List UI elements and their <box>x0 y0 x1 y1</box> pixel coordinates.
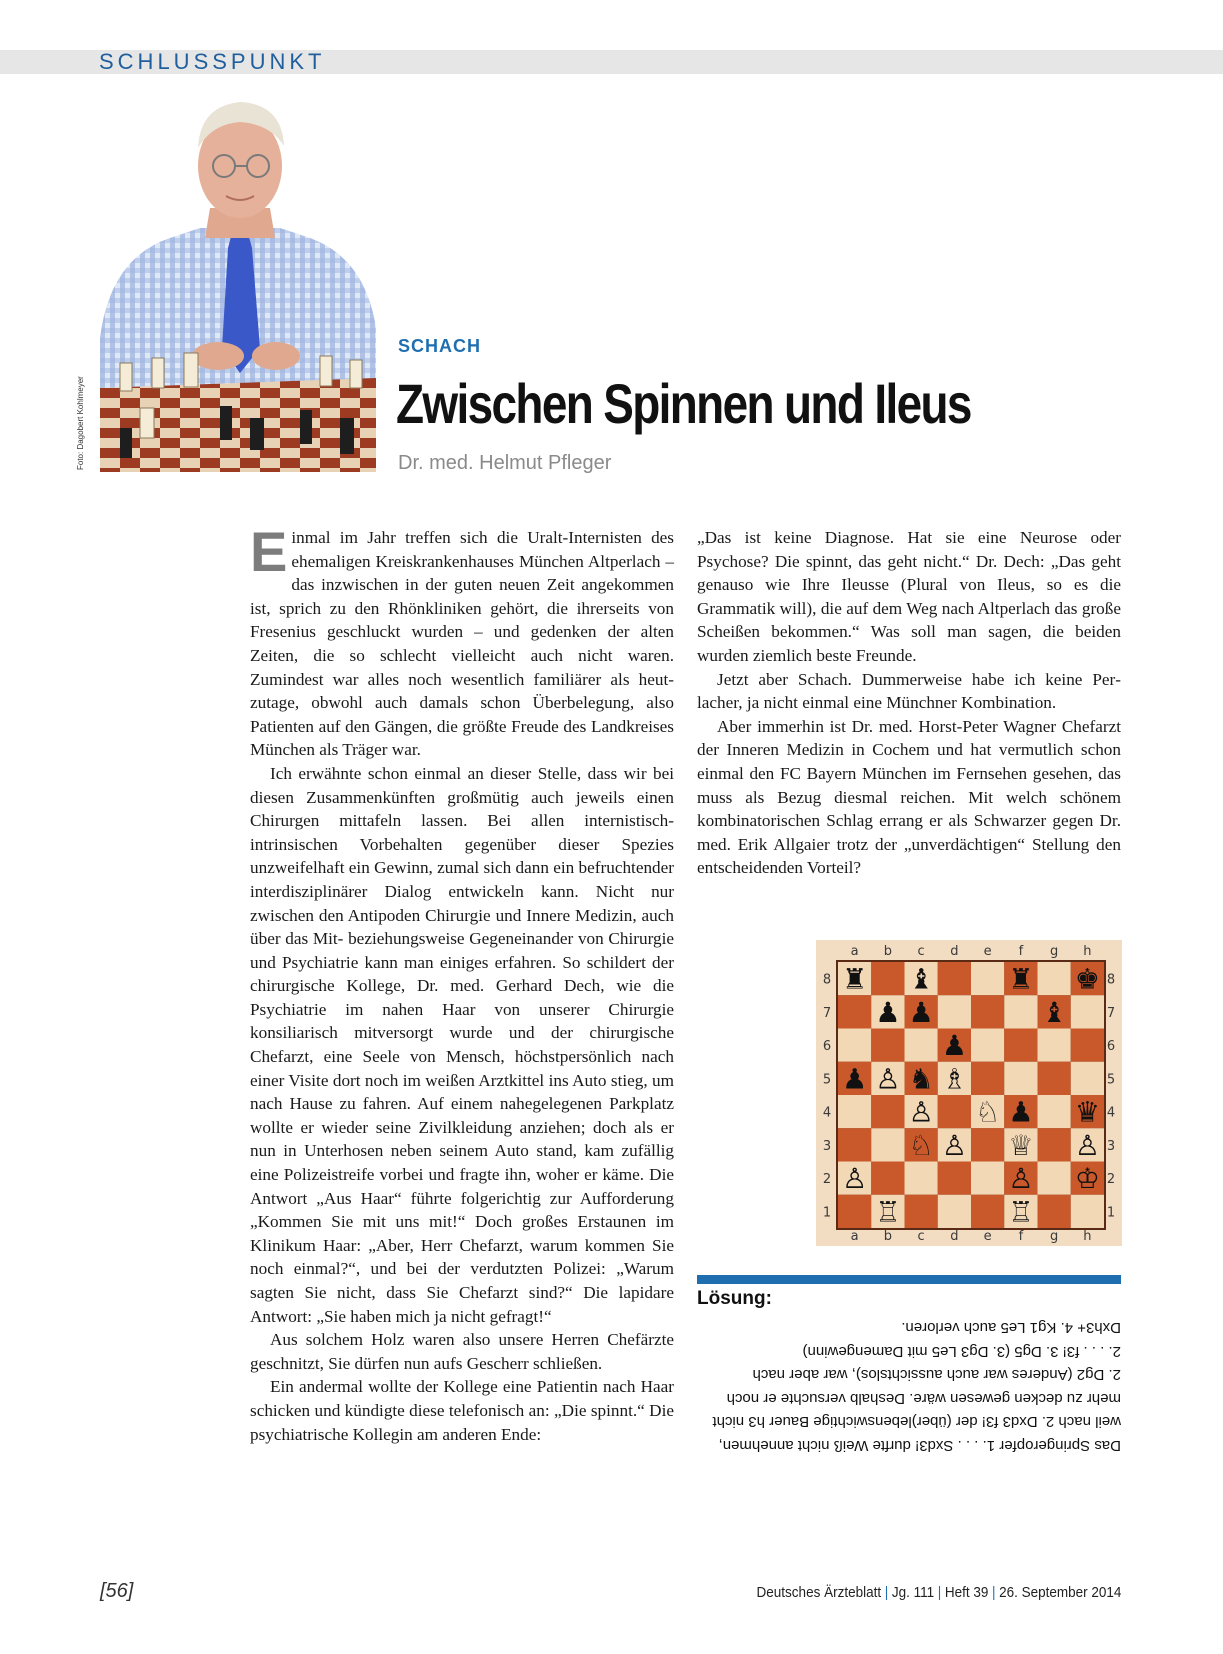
chess-piece: ♝ <box>908 962 934 996</box>
journal-name: Deutsches Ärzteblatt <box>756 1584 881 1601</box>
chess-piece: ♖ <box>875 1195 901 1229</box>
board-square <box>1038 1162 1071 1195</box>
file-label: g <box>1049 1229 1059 1244</box>
paragraph: Aber immerhin ist Dr. med. Horst-Peter Wagner Chefarzt der Inneren Medizin in Cochem und hat vermutlich schon einmal den FC Bayern München im Fernsehen gesehen, das muss als Bezug diesmal reichen. Mit welch schönem kombinatorischen Schlag errang er als Schwarzer gegen Dr. med. Erik Allgaier trotz der „unverdächtigen“ Stellung den entscheidenden Vorteil? <box>697 716 1121 878</box>
chess-piece: ♙ <box>875 1062 901 1096</box>
page-number: [56] <box>100 1580 134 1602</box>
chess-piece: ♜ <box>842 962 868 996</box>
rank-label: 5 <box>1106 1072 1116 1088</box>
board-square <box>1004 995 1037 1028</box>
chess-piece: ♔ <box>1074 1162 1100 1196</box>
article-headline: Zwischen Spinnen und Ileus <box>396 372 971 435</box>
board-square <box>1071 1062 1104 1095</box>
chess-piece: ♟ <box>1008 1095 1034 1129</box>
board-square <box>871 1095 904 1128</box>
solution-line: weil nach 2. Dxd3 f3! der (über)lebenswichtige Bauer h3 nicht <box>712 1413 1121 1431</box>
rank-label: 8 <box>822 972 832 988</box>
board-square <box>1071 1029 1104 1062</box>
file-label: a <box>850 944 859 959</box>
drop-cap: E <box>250 520 288 583</box>
chess-piece: ♝ <box>1041 995 1067 1029</box>
paragraph: „Das ist keine Diagnose. Hat sie eine Neurose oder Psychose? Die spinnt, das geht nicht.“ Dr. Dech: „Das geht genauso wie Ihre Ileusse (Plural von Ileus, so es die Grammatik will), die auf dem Weg nach Altperlach das große Scheißen bekommen.“ Was soll man sagen, die beiden wurden ziemlich beste Freunde. <box>697 528 1121 665</box>
chess-piece: ♛ <box>1074 1095 1100 1129</box>
section-label: SCHLUSSPUNKT <box>99 49 326 74</box>
board-square <box>971 1062 1004 1095</box>
photo-credit: Foto: Dagobert Kohlmeyer <box>76 376 85 470</box>
board-square <box>971 1128 1004 1161</box>
file-label: a <box>850 1229 859 1244</box>
chess-piece: ♙ <box>908 1095 934 1129</box>
rank-label: 2 <box>822 1172 832 1188</box>
article-column-right <box>697 526 1121 880</box>
solution-line: mehr zu decken gewesen wäre. Deshalb versuchte er noch <box>726 1390 1121 1407</box>
paragraph <box>250 520 674 762</box>
journal-issue: Heft 39 <box>944 1584 988 1601</box>
paragraph: Aus solchem Holz waren also unsere Herren Chefärzte geschnitzt, Sie dürfen nun aufs Gescherr schließen. <box>250 1330 674 1373</box>
chess-piece: ♙ <box>941 1128 967 1162</box>
board-square <box>1038 1095 1071 1128</box>
board-square <box>938 1162 971 1195</box>
rank-label: 3 <box>822 1138 832 1154</box>
board-square <box>938 962 971 995</box>
solution-title: Lösung: <box>697 1288 772 1309</box>
file-label: b <box>883 1229 893 1244</box>
solution-text <box>697 1316 1121 1457</box>
chess-piece: ♙ <box>842 1162 868 1196</box>
board-square <box>938 1195 971 1228</box>
board-square <box>838 1128 871 1161</box>
paragraph: Jetzt aber Schach. Dummerweise habe ich keine Perlacher, ja nicht einmal eine Münchner Kombination. <box>697 669 1121 713</box>
article-column-left <box>250 520 674 1446</box>
board-square <box>1038 1195 1071 1228</box>
chess-piece: ♟ <box>941 1029 967 1063</box>
chess-piece: ♗ <box>941 1062 967 1096</box>
rank-label: 2 <box>1106 1172 1116 1188</box>
file-label: f <box>1018 1229 1024 1244</box>
board-square <box>838 1195 871 1228</box>
chess-piece: ♟ <box>842 1062 868 1096</box>
article-author: Dr. med. Helmut Pfleger <box>398 452 612 474</box>
rank-label: 1 <box>822 1205 832 1221</box>
chess-piece: ♖ <box>1008 1195 1034 1229</box>
board-square <box>838 1029 871 1062</box>
rank-label: 3 <box>1106 1138 1116 1154</box>
file-label: d <box>950 944 959 959</box>
board-square <box>971 995 1004 1028</box>
chess-piece: ♟ <box>908 995 934 1029</box>
rank-label: 6 <box>1106 1039 1116 1055</box>
chess-piece: ♘ <box>908 1128 934 1162</box>
file-label: e <box>983 944 992 959</box>
article-kicker: SCHACH <box>398 336 482 356</box>
chess-piece: ♟ <box>875 995 901 1029</box>
board-square <box>1071 1195 1104 1228</box>
solution-line: Das Springeropfer 1. . . . Sxd3! durfte Weiß nicht annehmen, <box>718 1437 1121 1454</box>
board-square <box>838 1095 871 1128</box>
chess-board <box>816 940 1122 1246</box>
board-square <box>971 1195 1004 1228</box>
rank-label: 4 <box>822 1105 832 1121</box>
board-square <box>1004 1062 1037 1095</box>
chess-piece: ♙ <box>1074 1128 1100 1162</box>
solution-line: 2. . . . f3! 3. Dg5 (3. Dg3 Le5 mit Damengewinn) <box>802 1343 1121 1360</box>
board-square <box>971 962 1004 995</box>
file-label: b <box>883 944 893 959</box>
rank-label: 7 <box>822 1005 832 1021</box>
rank-label: 5 <box>822 1072 832 1088</box>
file-label: c <box>917 1229 925 1244</box>
board-square <box>1038 962 1071 995</box>
rank-label: 4 <box>1106 1105 1116 1121</box>
chess-piece: ♕ <box>1008 1128 1034 1162</box>
file-label: d <box>950 1229 959 1244</box>
journal-date: 26. September 2014 <box>998 1584 1121 1601</box>
board-square <box>938 1095 971 1128</box>
chess-diagram <box>816 940 1122 1246</box>
paragraph: Ich erwähnte schon einmal an dieser Stelle, dass wir bei diesen Zusammenkünften großmütig auch jeweils einen Chirurgen mittafeln lassen. Bei allen internistisch-intrinsischen Vorbehalten gegenüber dieser Spezies unzweifelhaft ein Gewinn, zumal sich dann ein befruchtender interdisziplinärer Dialog entwickeln kann. Nicht nur zwischen den Antipoden Chirurgie und Innere Medizin, auch über das Mit- beziehungsweise Gegeneinander von Chirurgie und Psychiatrie kann man einiges erfahren. So schildert der chirurgische Kollege, Dr. med. Gerhard Dech, wie die Psychiatrie im nahen Haar von unserer Chirurgie konsiliarisch mitversorgt wurde und der chirurgische Chefarzt, eine Seele von Mensch, höchstpersönlich nach einer Visite dort noch im weißen Arztkittel ins Auto stieg, um nach Hause zu fahren. Auf einem nahegelegenen Parkplatz wollte er wieder seine Zivilkleidung anziehen; doch als er nun in Unterhosen neben seinem Auto stand, kam zufällig eine Polizeistreife vorbei und fragte ihn, woher er käme. Die Antwort „Aus Haar“ führte folgerichtig zur Aufforderung „Kommen Sie mit uns mit!“ Doch großes Erstaunen im Klinikum Haar: „Aber, Herr Chefarzt, warum kommen Sie noch einmal?“, und bei der verdutzten Polizei: „Warum sagten Sie nicht, dass Sie Chefarzt sind?“ Die lapidare Antwort: „Sie haben mich ja nicht gefragt!“ <box>250 763 674 1326</box>
rank-label: 8 <box>1106 972 1116 988</box>
board-square <box>971 1162 1004 1195</box>
board-square <box>905 1195 938 1228</box>
board-square <box>1038 1062 1071 1095</box>
file-label: g <box>1049 944 1059 959</box>
board-square <box>1038 1128 1071 1161</box>
file-label: h <box>1083 1229 1092 1244</box>
board-square <box>1038 1029 1071 1062</box>
board-square <box>905 1162 938 1195</box>
journal-volume: Jg. 111 <box>891 1584 934 1601</box>
chess-piece: ♞ <box>908 1062 934 1096</box>
journal-footer: Deutsches Ärzteblatt | Jg. 111 | Heft 39 | 26. September 2014 <box>756 1584 1121 1601</box>
board-square <box>871 1162 904 1195</box>
file-label: c <box>917 944 925 959</box>
author-photo <box>100 88 376 472</box>
chess-piece: ♚ <box>1074 962 1100 996</box>
solution-line: 2. Dg2 (Anderes war auch aussichtslos), war aber nach <box>752 1366 1121 1384</box>
file-label: e <box>983 1229 992 1244</box>
solution-divider <box>697 1275 1121 1284</box>
chess-piece: ♙ <box>1008 1162 1034 1196</box>
rank-label: 6 <box>822 1039 832 1055</box>
paragraph-text: inmal im Jahr treffen sich die Uralt-Internisten des ehemaligen Kreiskrankenhauses München Altperlach – das inzwischen in der guten neuen Zeit angekommen ist, sprich zu den Rhönkliniken gehört, die ihrerseits von Fresenius geschluckt wurden – und gedenken der alten Zeiten, die so schlecht vielleicht auch nicht waren. Zumindest war alles noch wesentlich familiärer als heutzutage, obwohl auch damals schon Überbelegung, also Patienten auf den Gängen, die größte Freude des Landkreises München als Träger war. <box>250 528 674 760</box>
rank-label: 7 <box>1106 1005 1116 1021</box>
board-square <box>871 1128 904 1161</box>
chess-piece: ♜ <box>1008 962 1034 996</box>
file-label: h <box>1083 944 1092 959</box>
board-square <box>1071 995 1104 1028</box>
paragraph: Ein andermal wollte der Kollege eine Patientin nach Haar schicken und kündigte diese telefonisch an: „Die spinnt.“ Die psychiatrische Kollegin am anderen Ende: <box>250 1377 674 1444</box>
file-label: f <box>1018 944 1024 959</box>
board-square <box>971 1029 1004 1062</box>
board-square <box>838 995 871 1028</box>
solution-line: Dxh3+ 4. Kg1 Le5 auch verloren. <box>901 1319 1121 1337</box>
board-square <box>938 995 971 1028</box>
rank-label: 1 <box>1106 1205 1116 1221</box>
board-square <box>871 962 904 995</box>
chess-piece: ♘ <box>975 1095 1001 1129</box>
board-square <box>871 1029 904 1062</box>
board-square <box>905 1029 938 1062</box>
board-square <box>1004 1029 1037 1062</box>
